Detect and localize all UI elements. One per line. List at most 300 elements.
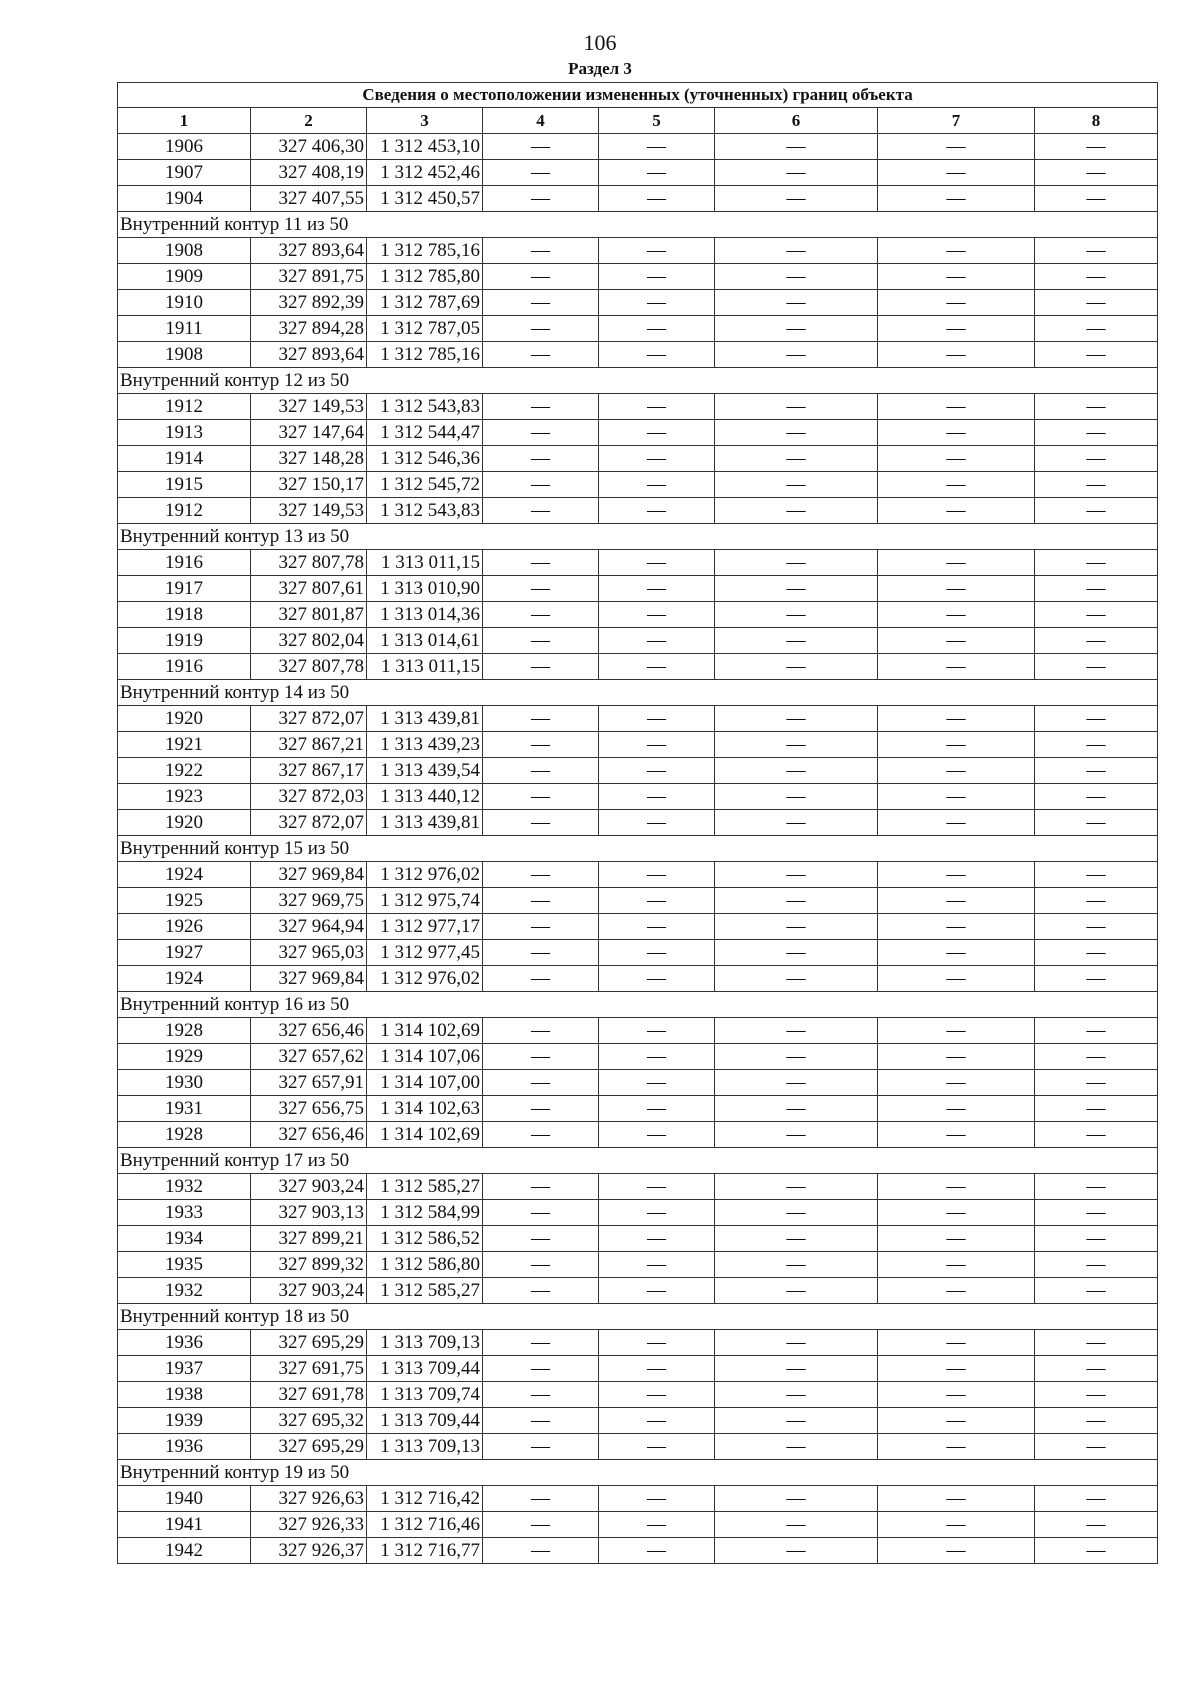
empty-value-dash: —	[878, 1044, 1035, 1070]
contour-group-row	[118, 992, 1158, 1018]
empty-value-dash: —	[599, 264, 715, 290]
x-coordinate-cell: 327 926,33	[251, 1512, 367, 1538]
point-number-cell: 1926	[118, 914, 251, 940]
x-coordinate-cell: 327 899,21	[251, 1226, 367, 1252]
empty-value-dash: —	[483, 628, 599, 654]
y-coordinate-cell: 1 313 010,90	[367, 576, 483, 602]
empty-value-dash: —	[878, 1356, 1035, 1382]
table-row	[118, 810, 1158, 836]
empty-value-dash: —	[599, 1382, 715, 1408]
empty-value-dash: —	[878, 1434, 1035, 1460]
y-coordinate-cell: 1 313 709,74	[367, 1382, 483, 1408]
column-header: 5	[599, 108, 715, 134]
column-header: 7	[878, 108, 1035, 134]
empty-value-dash: —	[483, 238, 599, 264]
y-coordinate-cell: 1 313 709,13	[367, 1434, 483, 1460]
empty-value-dash: —	[878, 914, 1035, 940]
empty-value-dash: —	[878, 1538, 1035, 1564]
empty-value-dash: —	[1035, 784, 1158, 810]
x-coordinate-cell: 327 691,75	[251, 1356, 367, 1382]
point-number-cell: 1912	[118, 394, 251, 420]
x-coordinate-cell: 327 903,24	[251, 1174, 367, 1200]
empty-value-dash: —	[715, 602, 878, 628]
empty-value-dash: —	[483, 758, 599, 784]
empty-value-dash: —	[599, 1434, 715, 1460]
table-row	[118, 966, 1158, 992]
empty-value-dash: —	[483, 472, 599, 498]
table-row	[118, 472, 1158, 498]
y-coordinate-cell: 1 313 011,15	[367, 654, 483, 680]
y-coordinate-cell: 1 312 450,57	[367, 186, 483, 212]
table-row	[118, 1382, 1158, 1408]
empty-value-dash: —	[599, 550, 715, 576]
contour-group-row	[118, 368, 1158, 394]
table-row	[118, 1200, 1158, 1226]
contour-group-row	[118, 680, 1158, 706]
coordinates-table	[117, 82, 1158, 1564]
empty-value-dash: —	[878, 628, 1035, 654]
empty-value-dash: —	[878, 1382, 1035, 1408]
empty-value-dash: —	[715, 1278, 878, 1304]
x-coordinate-cell: 327 872,07	[251, 706, 367, 732]
column-header: 6	[715, 108, 878, 134]
empty-value-dash: —	[1035, 1278, 1158, 1304]
table-row	[118, 290, 1158, 316]
empty-value-dash: —	[483, 290, 599, 316]
y-coordinate-cell: 1 312 585,27	[367, 1278, 483, 1304]
empty-value-dash: —	[878, 446, 1035, 472]
empty-value-dash: —	[715, 576, 878, 602]
x-coordinate-cell: 327 407,55	[251, 186, 367, 212]
point-number-cell: 1920	[118, 810, 251, 836]
empty-value-dash: —	[1035, 1486, 1158, 1512]
table-row	[118, 1512, 1158, 1538]
empty-value-dash: —	[878, 784, 1035, 810]
empty-value-dash: —	[1035, 134, 1158, 160]
x-coordinate-cell: 327 969,75	[251, 888, 367, 914]
empty-value-dash: —	[599, 888, 715, 914]
empty-value-dash: —	[483, 940, 599, 966]
empty-value-dash: —	[1035, 342, 1158, 368]
x-coordinate-cell: 327 149,53	[251, 394, 367, 420]
table-title-row	[118, 83, 1158, 108]
table-row	[118, 914, 1158, 940]
empty-value-dash: —	[599, 940, 715, 966]
y-coordinate-cell: 1 312 546,36	[367, 446, 483, 472]
y-coordinate-cell: 1 313 439,23	[367, 732, 483, 758]
point-number-cell: 1925	[118, 888, 251, 914]
empty-value-dash: —	[599, 862, 715, 888]
y-coordinate-cell: 1 314 102,63	[367, 1096, 483, 1122]
empty-value-dash: —	[599, 1330, 715, 1356]
x-coordinate-cell: 327 872,03	[251, 784, 367, 810]
empty-value-dash: —	[715, 186, 878, 212]
table-row	[118, 134, 1158, 160]
empty-value-dash: —	[878, 576, 1035, 602]
y-coordinate-cell: 1 313 011,15	[367, 550, 483, 576]
empty-value-dash: —	[878, 758, 1035, 784]
y-coordinate-cell: 1 312 787,69	[367, 290, 483, 316]
empty-value-dash: —	[1035, 394, 1158, 420]
empty-value-dash: —	[878, 1018, 1035, 1044]
point-number-cell: 1916	[118, 654, 251, 680]
empty-value-dash: —	[715, 758, 878, 784]
empty-value-dash: —	[878, 342, 1035, 368]
point-number-cell: 1922	[118, 758, 251, 784]
empty-value-dash: —	[599, 134, 715, 160]
empty-value-dash: —	[1035, 1356, 1158, 1382]
y-coordinate-cell: 1 312 716,77	[367, 1538, 483, 1564]
point-number-cell: 1939	[118, 1408, 251, 1434]
empty-value-dash: —	[715, 810, 878, 836]
empty-value-dash: —	[878, 316, 1035, 342]
point-number-cell: 1928	[118, 1122, 251, 1148]
empty-value-dash: —	[878, 1174, 1035, 1200]
y-coordinate-cell: 1 312 544,47	[367, 420, 483, 446]
point-number-cell: 1911	[118, 316, 251, 342]
empty-value-dash: —	[1035, 498, 1158, 524]
empty-value-dash: —	[1035, 1200, 1158, 1226]
y-coordinate-cell: 1 312 975,74	[367, 888, 483, 914]
empty-value-dash: —	[715, 1252, 878, 1278]
y-coordinate-cell: 1 312 785,16	[367, 342, 483, 368]
y-coordinate-cell: 1 313 439,54	[367, 758, 483, 784]
point-number-cell: 1919	[118, 628, 251, 654]
empty-value-dash: —	[599, 1252, 715, 1278]
table-row	[118, 576, 1158, 602]
empty-value-dash: —	[599, 238, 715, 264]
empty-value-dash: —	[878, 238, 1035, 264]
x-coordinate-cell: 327 801,87	[251, 602, 367, 628]
y-coordinate-cell: 1 312 584,99	[367, 1200, 483, 1226]
empty-value-dash: —	[715, 1226, 878, 1252]
x-coordinate-cell: 327 892,39	[251, 290, 367, 316]
empty-value-dash: —	[715, 550, 878, 576]
empty-value-dash: —	[483, 576, 599, 602]
empty-value-dash: —	[715, 1096, 878, 1122]
empty-value-dash: —	[715, 1122, 878, 1148]
x-coordinate-cell: 327 695,29	[251, 1330, 367, 1356]
x-coordinate-cell: 327 891,75	[251, 264, 367, 290]
empty-value-dash: —	[878, 394, 1035, 420]
x-coordinate-cell: 327 807,78	[251, 654, 367, 680]
empty-value-dash: —	[878, 1278, 1035, 1304]
point-number-cell: 1906	[118, 134, 251, 160]
contour-label: Внутренний контур 16 из 50	[118, 992, 1158, 1018]
point-number-cell: 1924	[118, 966, 251, 992]
empty-value-dash: —	[878, 472, 1035, 498]
empty-value-dash: —	[715, 966, 878, 992]
x-coordinate-cell: 327 657,62	[251, 1044, 367, 1070]
empty-value-dash: —	[1035, 758, 1158, 784]
y-coordinate-cell: 1 313 014,61	[367, 628, 483, 654]
x-coordinate-cell: 327 872,07	[251, 810, 367, 836]
y-coordinate-cell: 1 312 716,42	[367, 1486, 483, 1512]
empty-value-dash: —	[1035, 888, 1158, 914]
empty-value-dash: —	[1035, 862, 1158, 888]
empty-value-dash: —	[878, 1200, 1035, 1226]
empty-value-dash: —	[483, 784, 599, 810]
y-coordinate-cell: 1 312 453,10	[367, 134, 483, 160]
empty-value-dash: —	[599, 758, 715, 784]
contour-label: Внутренний контур 14 из 50	[118, 680, 1158, 706]
point-number-cell: 1924	[118, 862, 251, 888]
empty-value-dash: —	[599, 966, 715, 992]
empty-value-dash: —	[483, 134, 599, 160]
empty-value-dash: —	[483, 1096, 599, 1122]
empty-value-dash: —	[1035, 264, 1158, 290]
point-number-cell: 1933	[118, 1200, 251, 1226]
empty-value-dash: —	[715, 446, 878, 472]
point-number-cell: 1920	[118, 706, 251, 732]
table-row	[118, 940, 1158, 966]
empty-value-dash: —	[599, 732, 715, 758]
empty-value-dash: —	[715, 290, 878, 316]
y-coordinate-cell: 1 312 543,83	[367, 394, 483, 420]
empty-value-dash: —	[599, 1278, 715, 1304]
empty-value-dash: —	[599, 420, 715, 446]
empty-value-dash: —	[715, 862, 878, 888]
contour-group-row	[118, 212, 1158, 238]
empty-value-dash: —	[1035, 914, 1158, 940]
empty-value-dash: —	[715, 1070, 878, 1096]
table-row	[118, 498, 1158, 524]
empty-value-dash: —	[715, 1512, 878, 1538]
x-coordinate-cell: 327 807,61	[251, 576, 367, 602]
point-number-cell: 1912	[118, 498, 251, 524]
empty-value-dash: —	[878, 940, 1035, 966]
empty-value-dash: —	[599, 498, 715, 524]
y-coordinate-cell: 1 312 977,45	[367, 940, 483, 966]
column-header: 3	[367, 108, 483, 134]
y-coordinate-cell: 1 312 545,72	[367, 472, 483, 498]
y-coordinate-cell: 1 314 107,06	[367, 1044, 483, 1070]
empty-value-dash: —	[599, 1408, 715, 1434]
point-number-cell: 1923	[118, 784, 251, 810]
empty-value-dash: —	[878, 1330, 1035, 1356]
empty-value-dash: —	[715, 264, 878, 290]
empty-value-dash: —	[715, 1434, 878, 1460]
empty-value-dash: —	[878, 160, 1035, 186]
empty-value-dash: —	[599, 628, 715, 654]
table-row	[118, 862, 1158, 888]
x-coordinate-cell: 327 150,17	[251, 472, 367, 498]
empty-value-dash: —	[483, 1408, 599, 1434]
empty-value-dash: —	[483, 1486, 599, 1512]
y-coordinate-cell: 1 312 716,46	[367, 1512, 483, 1538]
y-coordinate-cell: 1 313 709,13	[367, 1330, 483, 1356]
empty-value-dash: —	[599, 1044, 715, 1070]
point-number-cell: 1932	[118, 1174, 251, 1200]
empty-value-dash: —	[483, 186, 599, 212]
empty-value-dash: —	[483, 1070, 599, 1096]
y-coordinate-cell: 1 312 543,83	[367, 498, 483, 524]
empty-value-dash: —	[599, 1538, 715, 1564]
empty-value-dash: —	[599, 446, 715, 472]
contour-group-row	[118, 524, 1158, 550]
empty-value-dash: —	[715, 706, 878, 732]
empty-value-dash: —	[878, 1486, 1035, 1512]
table-row	[118, 706, 1158, 732]
table-row	[118, 602, 1158, 628]
table-row	[118, 186, 1158, 212]
column-header: 8	[1035, 108, 1158, 134]
empty-value-dash: —	[715, 342, 878, 368]
x-coordinate-cell: 327 149,53	[251, 498, 367, 524]
empty-value-dash: —	[599, 1018, 715, 1044]
table-row	[118, 1434, 1158, 1460]
empty-value-dash: —	[878, 264, 1035, 290]
table-row	[118, 394, 1158, 420]
empty-value-dash: —	[715, 1330, 878, 1356]
table-row	[118, 1486, 1158, 1512]
table-row	[118, 1122, 1158, 1148]
empty-value-dash: —	[599, 342, 715, 368]
y-coordinate-cell: 1 313 014,36	[367, 602, 483, 628]
contour-group-row	[118, 1460, 1158, 1486]
empty-value-dash: —	[483, 394, 599, 420]
empty-value-dash: —	[878, 810, 1035, 836]
empty-value-dash: —	[878, 602, 1035, 628]
empty-value-dash: —	[715, 732, 878, 758]
empty-value-dash: —	[715, 1408, 878, 1434]
empty-value-dash: —	[599, 1356, 715, 1382]
table-row	[118, 1174, 1158, 1200]
empty-value-dash: —	[483, 862, 599, 888]
empty-value-dash: —	[599, 1512, 715, 1538]
empty-value-dash: —	[1035, 316, 1158, 342]
empty-value-dash: —	[878, 550, 1035, 576]
empty-value-dash: —	[1035, 966, 1158, 992]
y-coordinate-cell: 1 312 787,05	[367, 316, 483, 342]
x-coordinate-cell: 327 807,78	[251, 550, 367, 576]
empty-value-dash: —	[483, 1200, 599, 1226]
table-row	[118, 888, 1158, 914]
empty-value-dash: —	[1035, 238, 1158, 264]
column-header: 2	[251, 108, 367, 134]
point-number-cell: 1931	[118, 1096, 251, 1122]
empty-value-dash: —	[878, 1070, 1035, 1096]
empty-value-dash: —	[1035, 628, 1158, 654]
empty-value-dash: —	[599, 654, 715, 680]
x-coordinate-cell: 327 802,04	[251, 628, 367, 654]
empty-value-dash: —	[1035, 1226, 1158, 1252]
empty-value-dash: —	[715, 420, 878, 446]
empty-value-dash: —	[715, 1538, 878, 1564]
table-row	[118, 1408, 1158, 1434]
x-coordinate-cell: 327 657,91	[251, 1070, 367, 1096]
contour-group-row	[118, 1304, 1158, 1330]
empty-value-dash: —	[715, 238, 878, 264]
x-coordinate-cell: 327 926,37	[251, 1538, 367, 1564]
empty-value-dash: —	[1035, 472, 1158, 498]
empty-value-dash: —	[878, 498, 1035, 524]
page-number: 106	[583, 30, 617, 55]
empty-value-dash: —	[878, 1408, 1035, 1434]
empty-value-dash: —	[715, 1044, 878, 1070]
empty-value-dash: —	[483, 1174, 599, 1200]
empty-value-dash: —	[1035, 1174, 1158, 1200]
point-number-cell: 1916	[118, 550, 251, 576]
y-coordinate-cell: 1 314 107,00	[367, 1070, 483, 1096]
empty-value-dash: —	[1035, 1044, 1158, 1070]
empty-value-dash: —	[483, 1252, 599, 1278]
empty-value-dash: —	[483, 264, 599, 290]
empty-value-dash: —	[1035, 810, 1158, 836]
empty-value-dash: —	[715, 940, 878, 966]
empty-value-dash: —	[599, 706, 715, 732]
x-coordinate-cell: 327 406,30	[251, 134, 367, 160]
empty-value-dash: —	[483, 1122, 599, 1148]
empty-value-dash: —	[599, 472, 715, 498]
point-number-cell: 1929	[118, 1044, 251, 1070]
empty-value-dash: —	[878, 654, 1035, 680]
point-number-cell: 1917	[118, 576, 251, 602]
table-row	[118, 1044, 1158, 1070]
empty-value-dash: —	[878, 966, 1035, 992]
point-number-cell: 1915	[118, 472, 251, 498]
table-row	[118, 654, 1158, 680]
table-row	[118, 1018, 1158, 1044]
contour-group-row	[118, 1148, 1158, 1174]
y-coordinate-cell: 1 313 439,81	[367, 810, 483, 836]
x-coordinate-cell: 327 695,29	[251, 1434, 367, 1460]
x-coordinate-cell: 327 147,64	[251, 420, 367, 446]
y-coordinate-cell: 1 312 785,80	[367, 264, 483, 290]
empty-value-dash: —	[599, 1486, 715, 1512]
empty-value-dash: —	[715, 1486, 878, 1512]
empty-value-dash: —	[715, 134, 878, 160]
x-coordinate-cell: 327 893,64	[251, 342, 367, 368]
point-number-cell: 1935	[118, 1252, 251, 1278]
empty-value-dash: —	[878, 1122, 1035, 1148]
point-number-cell: 1910	[118, 290, 251, 316]
empty-value-dash: —	[1035, 420, 1158, 446]
y-coordinate-cell: 1 312 976,02	[367, 862, 483, 888]
y-coordinate-cell: 1 312 977,17	[367, 914, 483, 940]
x-coordinate-cell: 327 408,19	[251, 160, 367, 186]
point-number-cell: 1921	[118, 732, 251, 758]
point-number-cell: 1937	[118, 1356, 251, 1382]
table-row	[118, 1330, 1158, 1356]
table-body	[118, 134, 1158, 1564]
empty-value-dash: —	[1035, 602, 1158, 628]
empty-value-dash: —	[483, 342, 599, 368]
x-coordinate-cell: 327 893,64	[251, 238, 367, 264]
empty-value-dash: —	[483, 1382, 599, 1408]
x-coordinate-cell: 327 926,63	[251, 1486, 367, 1512]
point-number-cell: 1934	[118, 1226, 251, 1252]
contour-group-row	[118, 836, 1158, 862]
empty-value-dash: —	[483, 1278, 599, 1304]
empty-value-dash: —	[1035, 732, 1158, 758]
point-number-cell: 1909	[118, 264, 251, 290]
column-header-row	[118, 108, 1158, 134]
empty-value-dash: —	[483, 706, 599, 732]
empty-value-dash: —	[1035, 1070, 1158, 1096]
point-number-cell: 1941	[118, 1512, 251, 1538]
table-row	[118, 342, 1158, 368]
point-number-cell: 1936	[118, 1330, 251, 1356]
empty-value-dash: —	[878, 186, 1035, 212]
empty-value-dash: —	[1035, 1538, 1158, 1564]
empty-value-dash: —	[483, 1330, 599, 1356]
empty-value-dash: —	[599, 914, 715, 940]
empty-value-dash: —	[1035, 1252, 1158, 1278]
contour-label: Внутренний контур 11 из 50	[118, 212, 1158, 238]
empty-value-dash: —	[715, 1382, 878, 1408]
x-coordinate-cell: 327 899,32	[251, 1252, 367, 1278]
